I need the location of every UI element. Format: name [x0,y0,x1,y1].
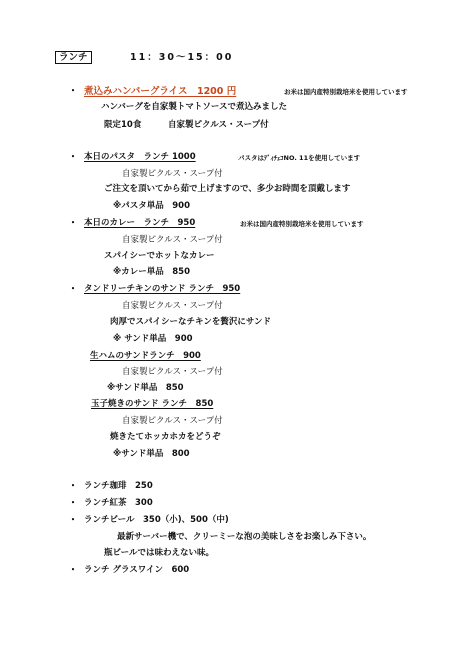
drink-coffee: ランチ珈琲 250 [84,481,153,491]
bullet: ・ [68,86,78,97]
bullet: ・ [68,218,78,229]
bullet: ・ [68,565,78,576]
item-hamburg-limited: 限定10食 [104,120,142,130]
bullet: ・ [68,481,78,492]
drink-tea: ランチ紅茶 300 [84,498,153,508]
item-curry-side: 自家製ピクルス・スープ付 [122,235,223,245]
item-egg-desc: 焼きたてホッカホカをどうぞ [110,432,221,442]
bullet: ・ [68,284,78,295]
item-ham-name: 生ハムのサンドランチ 900 [90,351,201,361]
item-tandoori-desc: 肉厚でスパイシーなチキンを贅沢にサンド [110,317,271,327]
lunch-hours: 11：30～15：00 [130,52,234,63]
item-curry-name: 本日のカレー ランチ 950 [84,218,196,228]
drink-beer-desc-1: 最新サーバー機で、クリーミーな泡の美味しさをお楽しみ下さい。 [117,532,372,542]
item-hamburg-note: お米は国内産特別栽培米を使用しています [284,88,408,96]
item-egg-side: 自家製ピクルス・スープ付 [122,416,223,426]
item-tandoori-side: 自家製ピクルス・スープ付 [122,301,223,311]
item-pasta-side: 自家製ピクルス・スープ付 [122,169,223,179]
item-ham-single: ※サンド単品 850 [107,383,184,393]
item-curry-desc: スパイシーでホットなカレー [104,251,215,261]
item-egg-single: ※サンド単品 800 [113,449,190,459]
item-pasta-note: パスタはﾃﾞｨﾁｪｺNO. 11を使用しています [238,154,361,162]
drink-beer: ランチビール 350（小)、500（中) [84,515,229,525]
item-tandoori-single: ※ サンド単品 900 [113,334,193,344]
item-hamburg-side: 自家製ピクルス・スープ付 [168,120,269,130]
item-egg-name: 玉子焼きのサンド ランチ 850 [91,399,214,409]
item-curry-single: ※カレー単品 850 [113,267,191,277]
drink-beer-desc-2: 瓶ビールでは味わえない味。 [104,548,214,558]
item-pasta-single: ※パスタ単品 900 [113,201,191,211]
item-pasta-desc: ご注文を頂いてから茹で上げますので、多少お時間を頂戴します [104,184,351,194]
drink-wine: ランチ グラスワイン 600 [84,565,190,575]
item-ham-side: 自家製ピクルス・スープ付 [122,367,223,377]
item-hamburg-name: 煮込みハンバーグライス 1200 円 [84,86,237,97]
bullet: ・ [68,515,78,526]
item-curry-note: お米は国内産特別栽培米を使用しています [240,220,364,228]
item-hamburg-desc: ハンバーグを自家製トマトソースで煮込みました [101,102,287,112]
item-tandoori-name: タンドリーチキンのサンド ランチ 950 [84,284,241,294]
menu-title: ランチ [55,51,92,64]
bullet: ・ [68,152,78,163]
bullet: ・ [68,498,78,509]
item-pasta-name: 本日のパスタ ランチ 1000 [84,152,196,162]
